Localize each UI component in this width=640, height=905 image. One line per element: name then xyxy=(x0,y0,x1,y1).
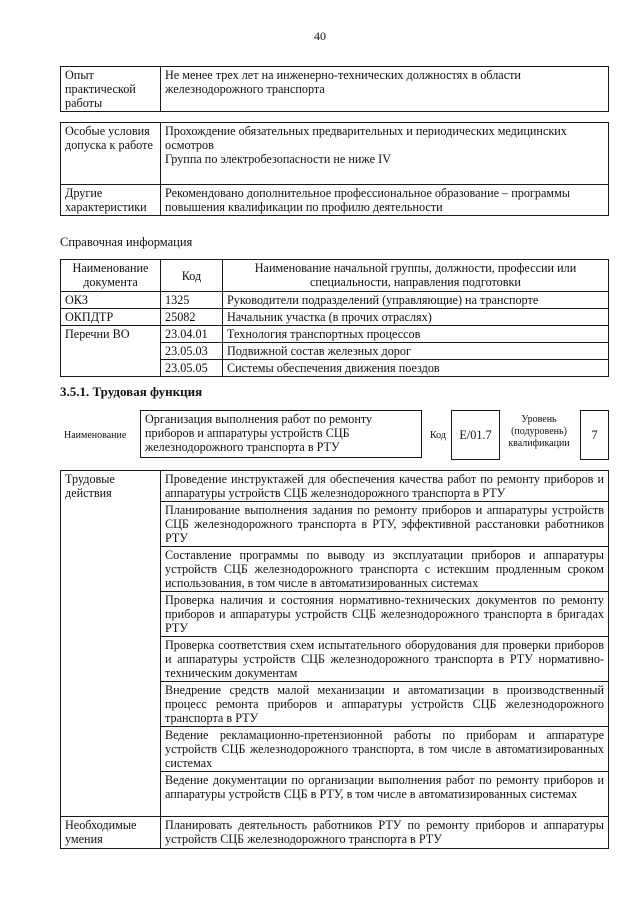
admission-conditions-value xyxy=(161,123,609,185)
ref-code-cell: 23.04.01 xyxy=(161,326,223,343)
name-label: Наименование xyxy=(64,430,127,441)
function-name-box xyxy=(140,410,422,458)
col-header-code: Код xyxy=(161,260,223,292)
section-heading: 3.5.1. Трудовая функция xyxy=(60,384,203,399)
ref-doc-cell: ОКЗ xyxy=(61,292,161,309)
ref-name-cell: Руководители подразделений (управляющие) на транспорте xyxy=(223,292,609,309)
duty-item: Планирование выполнения задания по ремонту приборов и аппаратуры устройств СЦБ железнодорожного транспорта в РТУ, эффективной расстановки работников РТУ xyxy=(161,502,609,547)
admission-conditions-label: Особые условия допуска к работе xyxy=(61,123,161,185)
experience-table xyxy=(60,66,609,112)
code-label: Код xyxy=(430,430,446,441)
duty-item: Ведение документации по организации выполнения работ по ремонту приборов и аппаратуры устройств СЦБ в РТУ, в том числе в автоматизированных системах xyxy=(161,772,609,817)
ref-code-cell: 23.05.03 xyxy=(161,343,223,360)
level-value: 7 xyxy=(591,428,598,442)
col-header-name: Наименование начальной группы, должности, профессии или специальности, направления подготовки xyxy=(223,260,609,292)
level-box xyxy=(580,410,609,460)
ref-name-cell: Начальник участка (в прочих отраслях) xyxy=(223,309,609,326)
ref-name-cell: Системы обеспечения движения поездов xyxy=(223,360,609,377)
reference-table xyxy=(60,259,609,377)
skill-item: Планировать деятельность работников РТУ по ремонту приборов и аппаратуры устройств СЦБ железнодорожного транспорта в РТУ xyxy=(161,817,609,849)
duty-item: Ведение рекламационно-претензионной работы по приборам и аппаратуре устройств СЦБ железнодорожного транспорта, в том числе в автоматизированных системах xyxy=(161,727,609,772)
duty-item: Проверка соответствия схем испытательного оборудования для проверки приборов и аппаратуры устройств СЦБ железнодорожного транспорта в РТУ нормативно-техническим документам xyxy=(161,637,609,682)
ref-doc-cell: ОКПДТР xyxy=(61,309,161,326)
ref-code-cell: 1325 xyxy=(161,292,223,309)
duty-item: Проведение инструктажей для обеспечения качества работ по ремонту приборов и аппаратуры устройств СЦБ железнодорожного транспорта в РТУ xyxy=(161,471,609,502)
reference-heading: Справочная информация xyxy=(60,235,193,249)
function-code: E/01.7 xyxy=(459,428,492,442)
function-name: Организация выполнения работ по ремонту приборов и аппаратуры устройств СЦБ железнодорожного транспорта в РТУ xyxy=(145,412,373,454)
experience-label: Опыт практической работы xyxy=(61,67,161,112)
duty-item: Проверка наличия и состояния нормативно-технических документов по ремонту приборов и аппаратуры устройств СЦБ железнодорожного транспорта в бригадах РТУ xyxy=(161,592,609,637)
ref-code-cell: 25082 xyxy=(161,309,223,326)
duty-item: Составление программы по выводу из эксплуатации приборов и аппаратуры устройств СЦБ железнодорожного транспорта с истекшим продленным сроком использования, в том числе в автоматизированных системах xyxy=(161,547,609,592)
skills-label: Необходимые умения xyxy=(61,817,161,849)
experience-value: Не менее трех лет на инженерно-технических должностях в области железнодорожного транспорта xyxy=(161,67,609,112)
other-characteristics-value: Рекомендовано дополнительное профессиональное образование – программы повышения квалификации по профилю деятельности xyxy=(161,185,609,216)
duties-table xyxy=(60,470,609,849)
duties-label: Трудовые действия xyxy=(61,471,161,817)
conditions-table xyxy=(60,122,609,216)
function-code-box xyxy=(451,410,500,460)
duty-item: Внедрение средств малой механизации и автоматизации в производственный процесс ремонта приборов и аппаратуры устройств СЦБ железнодорожного транспорта в РТУ xyxy=(161,682,609,727)
col-header-document: Наименование документа xyxy=(61,260,161,292)
ref-code-cell: 23.05.05 xyxy=(161,360,223,377)
admission-line: Группа по электробезопасности не ниже IV xyxy=(165,152,391,166)
ref-doc-cell: Перечни ВО xyxy=(61,326,161,377)
page-number: 40 xyxy=(314,29,326,43)
ref-name-cell: Технология транспортных процессов xyxy=(223,326,609,343)
ref-name-cell: Подвижной состав железных дорог xyxy=(223,343,609,360)
admission-line: Прохождение обязательных предварительных и периодических медицинских осмотров xyxy=(165,124,567,152)
other-characteristics-label: Другие характеристики xyxy=(61,185,161,216)
level-label: Уровень (подуровень) квалификации xyxy=(508,414,570,449)
